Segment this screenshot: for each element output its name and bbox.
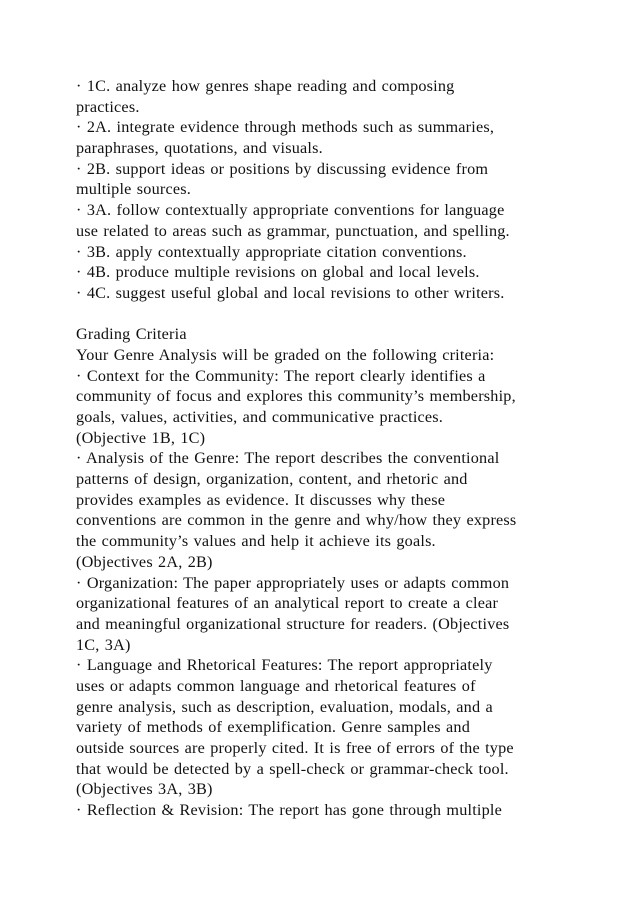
objective-line: use related to areas such as grammar, punctuation, and spelling. — [76, 221, 510, 240]
grading-line: · Organization: The paper appropriately uses or adapts common — [76, 573, 510, 592]
objective-line: practices. — [76, 97, 140, 116]
grading-line: · Language and Rhetorical Features: The report appropriately — [76, 656, 493, 675]
objective-line: · 2B. support ideas or positions by discussing evidence from — [76, 159, 489, 178]
grading-line: community of focus and explores this community’s membership, — [76, 387, 516, 406]
objective-line: paraphrases, quotations, and visuals. — [76, 139, 323, 158]
grading-criteria-section — [76, 345, 576, 821]
grading-heading: Grading Criteria — [76, 325, 187, 344]
objective-line: · 2A. integrate evidence through methods such as summaries, — [76, 118, 495, 137]
paragraph-gap — [76, 304, 576, 325]
grading-line: outside sources are properly cited. It is free of errors of the type — [76, 739, 514, 757]
objective-line: · 4B. produce multiple revisions on global and local levels. — [76, 263, 480, 282]
grading-line: (Objectives 3A, 3B) — [76, 780, 213, 799]
grading-line: that would be detected by a spell-check or grammar-check tool. — [76, 759, 509, 778]
objectives-list — [76, 76, 576, 304]
grading-line: provides examples as evidence. It discusses why these — [76, 490, 446, 509]
objective-line: · 3A. follow contextually appropriate conventions for language — [76, 201, 505, 220]
objective-line: · 3B. apply contextually appropriate citation conventions. — [76, 242, 467, 261]
objective-line: · 1C. analyze how genres shape reading and composing — [76, 77, 455, 95]
grading-line: (Objectives 2A, 2B) — [76, 552, 213, 571]
grading-line: variety of methods of exemplification. Genre samples and — [76, 718, 470, 737]
grading-line: · Reflection & Revision: The report has gone through multiple — [76, 801, 502, 820]
grading-line: · Context for the Community: The report clearly identifies a — [76, 366, 486, 385]
grading-line: (Objective 1B, 1C) — [76, 428, 206, 447]
grading-line: organizational features of an analytical report to create a clear — [76, 594, 499, 613]
grading-line: genre analysis, such as description, evaluation, modals, and a — [76, 697, 493, 716]
objective-line: · 4C. suggest useful global and local revisions to other writers. — [76, 283, 505, 302]
grading-line: 1C, 3A) — [76, 635, 131, 654]
grading-line: and meaningful organizational structure for readers. (Objectives — [76, 614, 510, 633]
grading-line: conventions are common in the genre and why/how they express — [76, 511, 517, 530]
grading-line: patterns of design, organization, content, and rhetoric and — [76, 470, 468, 489]
grading-line: · Analysis of the Genre: The report describes the conventional — [76, 449, 500, 468]
grading-line: uses or adapts common language and rhetorical features of — [76, 676, 476, 695]
grading-line: Your Genre Analysis will be graded on the following criteria: — [76, 345, 495, 364]
objective-line: multiple sources. — [76, 180, 191, 199]
grading-line: goals, values, activities, and communicative practices. — [76, 408, 444, 426]
document-body — [76, 76, 576, 821]
grading-line: the community’s values and help it achieve its goals. — [76, 532, 436, 551]
